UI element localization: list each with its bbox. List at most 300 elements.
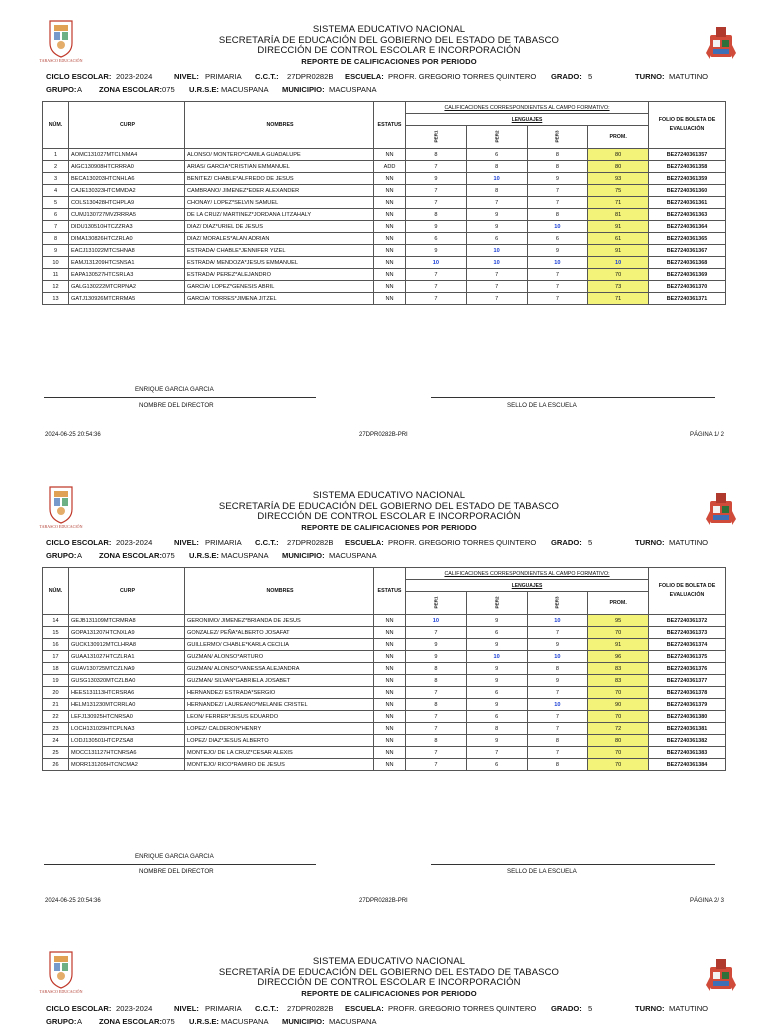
ciclo-label: CICLO ESCOLAR: — [46, 538, 112, 547]
row-folio: BE27240361381 — [649, 723, 726, 735]
grado-label: GRADO: — [551, 1004, 582, 1013]
per2-label: PER2 — [494, 596, 500, 609]
row-grade-per3: 10 — [527, 221, 588, 233]
row-curp: AIGC130908HTCRRRA0 — [69, 161, 185, 173]
row-number: 4 — [43, 185, 69, 197]
campo-header: LENGUAJES — [406, 580, 649, 592]
row-grade-per3: 6 — [527, 233, 588, 245]
row-grade-per3: 7 — [527, 293, 588, 305]
report-title: REPORTE DE CALIFICACIONES POR PERIODO — [301, 522, 477, 532]
table-row — [43, 257, 726, 269]
row-number: 23 — [43, 723, 69, 735]
row-grade-per3: 10 — [527, 615, 588, 627]
row-grade-per3: 8 — [527, 149, 588, 161]
nivel-label: NIVEL: — [174, 538, 199, 547]
row-grade-per2: 9 — [466, 735, 527, 747]
row-number: 7 — [43, 221, 69, 233]
row-status: NN — [374, 687, 406, 699]
row-number: 24 — [43, 735, 69, 747]
row-number: 16 — [43, 639, 69, 651]
cct-label: C.C.T.: — [255, 72, 279, 81]
row-student-name: LEON/ FERRER*JESUS EDUARDO — [185, 711, 374, 723]
row-student-name: ALONSO/ MONTERO*CAMILA GUADALUPE — [185, 149, 374, 161]
row-curp: GEJB131109MTCRMRA8 — [69, 615, 185, 627]
row-grade-per1: 7 — [406, 185, 467, 197]
row-status: NN — [374, 675, 406, 687]
row-curp: GALG130222MTCRPNA2 — [69, 281, 185, 293]
row-grade-per2: 10 — [466, 257, 527, 269]
row-average: 70 — [588, 747, 649, 759]
page-number: PÁGINA 2/ 3 — [690, 898, 725, 904]
row-student-name: ARIAS/ GARCIA*CRISTIAN EMMANUEL — [185, 161, 374, 173]
escuela-label: ESCUELA: — [345, 538, 384, 547]
row-folio: BE27240361373 — [649, 627, 726, 639]
escuela-value: PROFR. GREGORIO TORRES QUINTERO — [388, 538, 537, 547]
row-curp: CAJE130323HTCMMDA2 — [69, 185, 185, 197]
grupo-label: GRUPO: — [46, 551, 77, 560]
row-status: NN — [374, 209, 406, 221]
row-number: 1 — [43, 149, 69, 161]
row-status: NN — [374, 149, 406, 161]
nivel-value: PRIMARIA — [205, 1004, 242, 1013]
row-curp: GATJ130926MTCRRMA5 — [69, 293, 185, 305]
row-student-name: MONTEJO/ RICO*RAMIRO DE JESUS — [185, 759, 374, 771]
row-status: NN — [374, 245, 406, 257]
col-num-header: NÚM. — [43, 102, 69, 149]
nivel-value: PRIMARIA — [205, 538, 242, 547]
row-number: 21 — [43, 699, 69, 711]
row-status: NN — [374, 627, 406, 639]
director-signature-line — [44, 864, 316, 865]
urse-label: U.R.S.E: — [189, 1017, 219, 1026]
row-number: 10 — [43, 257, 69, 269]
row-number: 26 — [43, 759, 69, 771]
col-nombres-header: NOMBRES — [185, 568, 374, 615]
row-grade-per1: 9 — [406, 651, 467, 663]
row-grade-per2: 8 — [466, 161, 527, 173]
row-average: 72 — [588, 723, 649, 735]
row-folio: BE27240361364 — [649, 221, 726, 233]
row-grade-per1: 6 — [406, 233, 467, 245]
per1-label: PER1 — [433, 130, 439, 143]
row-number: 25 — [43, 747, 69, 759]
row-folio: BE27240361360 — [649, 185, 726, 197]
row-curp: DIDU130510HTCZZRA3 — [69, 221, 185, 233]
row-grade-per3: 9 — [527, 173, 588, 185]
row-grade-per1: 7 — [406, 711, 467, 723]
col-folio-header: FOLIO DE BOLETA DE EVALUACIÓN — [649, 102, 726, 149]
row-curp: EAPA130527HTCSRLA3 — [69, 269, 185, 281]
row-grade-per2: 7 — [466, 747, 527, 759]
state-coat-of-arms-icon — [704, 489, 738, 529]
row-curp: COLS130428HTCHPLA9 — [69, 197, 185, 209]
row-number: 2 — [43, 161, 69, 173]
row-grade-per1: 10 — [406, 257, 467, 269]
row-grade-per3: 8 — [527, 161, 588, 173]
director-label: NOMBRE DEL DIRECTOR — [139, 868, 214, 875]
row-grade-per3: 9 — [527, 245, 588, 257]
row-folio: BE27240361374 — [649, 639, 726, 651]
row-status: ADD — [374, 161, 406, 173]
row-grade-per3: 7 — [527, 281, 588, 293]
grado-value: 5 — [588, 1004, 593, 1013]
turno-value: MATUTINO — [669, 72, 709, 81]
row-folio: BE27240361369 — [649, 269, 726, 281]
row-status: NN — [374, 759, 406, 771]
row-grade-per3: 7 — [527, 197, 588, 209]
grades-table-body — [43, 615, 726, 771]
escuela-label: ESCUELA: — [345, 72, 384, 81]
row-student-name: DE LA CRUZ/ MARTINEZ*JORDANA LITZAHALY — [185, 209, 374, 221]
row-average: 81 — [588, 209, 649, 221]
row-status: NN — [374, 269, 406, 281]
row-grade-per1: 7 — [406, 759, 467, 771]
row-average: 93 — [588, 173, 649, 185]
row-number: 19 — [43, 675, 69, 687]
row-curp: EAMJ131209HTCSNSA1 — [69, 257, 185, 269]
row-grade-per3: 10 — [527, 651, 588, 663]
report-header — [150, 957, 628, 999]
row-grade-per1: 7 — [406, 627, 467, 639]
row-curp: GUSG130320MTCZLBA0 — [69, 675, 185, 687]
row-grade-per3: 8 — [527, 663, 588, 675]
row-grade-per2: 6 — [466, 687, 527, 699]
zona-label: ZONA ESCOLAR: — [99, 551, 162, 560]
row-average: 91 — [588, 245, 649, 257]
urse-value: MACUSPANA — [221, 551, 269, 560]
turno-label: TURNO: — [635, 1004, 665, 1013]
row-folio: BE27240361379 — [649, 699, 726, 711]
ciclo-value: 2023-2024 — [116, 538, 153, 547]
row-grade-per1: 7 — [406, 293, 467, 305]
row-curp: AOMC131027MTCLNMA4 — [69, 149, 185, 161]
row-curp: GUAV130725MTCZLNA9 — [69, 663, 185, 675]
row-status: NN — [374, 711, 406, 723]
row-grade-per2: 9 — [466, 675, 527, 687]
col-curp-header: CURP — [69, 568, 185, 615]
row-curp: EACJ131022MTCSHNA8 — [69, 245, 185, 257]
row-curp: MOCC131127HTCNRSA6 — [69, 747, 185, 759]
row-folio: BE27240361361 — [649, 197, 726, 209]
row-grade-per3: 7 — [527, 627, 588, 639]
zona-label: ZONA ESCOLAR: — [99, 1017, 162, 1026]
col-estatus-header: ESTATUS — [374, 568, 406, 615]
row-status: NN — [374, 651, 406, 663]
col-nombres-header: NOMBRES — [185, 102, 374, 149]
row-student-name: BENITEZ/ CHABLE*ALFREDO DE JESUS — [185, 173, 374, 185]
table-row — [43, 197, 726, 209]
row-status: NN — [374, 233, 406, 245]
header-line-2: SECRETARÍA DE EDUCACIÓN DEL GOBIERNO DEL ESTADO DE TABASCO — [218, 500, 560, 512]
header-line-2: SECRETARÍA DE EDUCACIÓN DEL GOBIERNO DEL ESTADO DE TABASCO — [218, 34, 560, 46]
row-average: 91 — [588, 221, 649, 233]
row-student-name: DIAZ/ MORALES*ALAN ADRIAN — [185, 233, 374, 245]
row-grade-per2: 6 — [466, 627, 527, 639]
row-curp: LEFJ130925HTCNRSA0 — [69, 711, 185, 723]
row-grade-per3: 7 — [527, 269, 588, 281]
state-coat-of-arms-icon — [704, 955, 738, 995]
row-grade-per1: 7 — [406, 161, 467, 173]
row-grade-per3: 10 — [527, 257, 588, 269]
cct-value: 27DPR0282B — [287, 538, 334, 547]
row-student-name: MONTEJO/ DE LA CRUZ*CESAR ALEXIS — [185, 747, 374, 759]
row-number: 17 — [43, 651, 69, 663]
campo-header: LENGUAJES — [406, 114, 649, 126]
table-row — [43, 675, 726, 687]
print-timestamp: 2024-06-25 20:54:36 — [45, 432, 101, 438]
row-grade-per2: 7 — [466, 293, 527, 305]
report-code: 27DPR0282B-PRI — [359, 898, 408, 904]
table-row — [43, 245, 726, 257]
escuela-value: PROFR. GREGORIO TORRES QUINTERO — [388, 72, 537, 81]
row-average: 95 — [588, 615, 649, 627]
nivel-label: NIVEL: — [174, 1004, 199, 1013]
row-curp: MORR131205HTCNCMA2 — [69, 759, 185, 771]
row-student-name: GUILLERMO/ CHABLE*KARLA CECILIA — [185, 639, 374, 651]
grupo-value: A — [77, 551, 83, 560]
row-number: 22 — [43, 711, 69, 723]
row-average: 71 — [588, 293, 649, 305]
grado-value: 5 — [588, 538, 593, 547]
row-student-name: DIAZ/ DIAZ*URIEL DE JESUS — [185, 221, 374, 233]
urse-label: U.R.S.E: — [189, 85, 219, 94]
row-status: NN — [374, 281, 406, 293]
row-grade-per2: 7 — [466, 269, 527, 281]
row-status: NN — [374, 639, 406, 651]
row-grade-per2: 9 — [466, 221, 527, 233]
row-student-name: GUZMAN/ SILVAN*GABRIELA JOSABET — [185, 675, 374, 687]
row-folio: BE27240361371 — [649, 293, 726, 305]
municipio-value: MACUSPANA — [329, 1017, 377, 1026]
row-grade-per1: 7 — [406, 281, 467, 293]
row-student-name: GONZALEZ/ PEÑA*ALBERTO JOSAFAT — [185, 627, 374, 639]
row-student-name: LOPEZ/ CALDERON*HENRY — [185, 723, 374, 735]
ciclo-value: 2023-2024 — [116, 72, 153, 81]
row-curp: LOCH131029HTCPLNA3 — [69, 723, 185, 735]
row-grade-per2: 9 — [466, 615, 527, 627]
grupo-label: GRUPO: — [46, 85, 77, 94]
row-student-name: GUZMAN/ ALONSO*VANESSA ALEJANDRA — [185, 663, 374, 675]
turno-value: MATUTINO — [669, 1004, 709, 1013]
row-number: 3 — [43, 173, 69, 185]
row-average: 90 — [588, 699, 649, 711]
row-folio: BE27240361368 — [649, 257, 726, 269]
turno-value: MATUTINO — [669, 538, 709, 547]
row-grade-per2: 9 — [466, 639, 527, 651]
urse-value: MACUSPANA — [221, 85, 269, 94]
row-grade-per3: 8 — [527, 735, 588, 747]
logo-text: TABASCO EDUCACIÓN — [39, 524, 83, 529]
per3-label: PER3 — [554, 130, 560, 143]
row-number: 13 — [43, 293, 69, 305]
row-folio: BE27240361358 — [649, 161, 726, 173]
table-row — [43, 221, 726, 233]
report-title: REPORTE DE CALIFICACIONES POR PERIODO — [301, 988, 477, 998]
row-average: 75 — [588, 185, 649, 197]
escuela-value: PROFR. GREGORIO TORRES QUINTERO — [388, 1004, 537, 1013]
row-grade-per3: 10 — [527, 699, 588, 711]
row-average: 83 — [588, 663, 649, 675]
zona-label: ZONA ESCOLAR: — [99, 85, 162, 94]
row-status: NN — [374, 699, 406, 711]
row-grade-per3: 7 — [527, 723, 588, 735]
row-average: 61 — [588, 233, 649, 245]
row-grade-per2: 10 — [466, 651, 527, 663]
state-coat-of-arms-icon — [704, 23, 738, 63]
row-grade-per3: 9 — [527, 675, 588, 687]
row-folio: BE27240361357 — [649, 149, 726, 161]
row-grade-per3: 7 — [527, 747, 588, 759]
header-line-1: SISTEMA EDUCATIVO NACIONAL — [312, 24, 466, 35]
tabasco-education-logo-icon — [39, 948, 83, 996]
row-average: 73 — [588, 281, 649, 293]
grado-value: 5 — [588, 72, 593, 81]
row-average: 10 — [588, 257, 649, 269]
report-page-3 — [0, 932, 768, 1024]
row-folio: BE27240361376 — [649, 663, 726, 675]
row-curp: CUMJ130727MVZRRRA5 — [69, 209, 185, 221]
row-student-name: GARCIA/ TORRES*JIMENA JITZEL — [185, 293, 374, 305]
row-status: NN — [374, 221, 406, 233]
row-status: NN — [374, 197, 406, 209]
table-row — [43, 687, 726, 699]
row-number: 11 — [43, 269, 69, 281]
per1-label: PER1 — [433, 596, 439, 609]
row-number: 5 — [43, 197, 69, 209]
row-grade-per2: 9 — [466, 663, 527, 675]
row-folio: BE27240361384 — [649, 759, 726, 771]
header-line-2: SECRETARÍA DE EDUCACIÓN DEL GOBIERNO DEL ESTADO DE TABASCO — [218, 966, 560, 978]
row-student-name: ESTRADA/ PEREZ*ALEJANDRO — [185, 269, 374, 281]
logo-text: TABASCO EDUCACIÓN — [39, 58, 83, 63]
row-average: 70 — [588, 759, 649, 771]
grades-table — [42, 101, 726, 305]
header-line-3: DIRECCIÓN DE CONTROL ESCOLAR E INCORPORACIÓN — [257, 45, 521, 56]
row-curp: GOPA131207HTCNXLA9 — [69, 627, 185, 639]
col-per1-header — [406, 592, 467, 615]
row-folio: BE27240361363 — [649, 209, 726, 221]
row-grade-per2: 8 — [466, 185, 527, 197]
row-grade-per3: 8 — [527, 759, 588, 771]
table-row — [43, 735, 726, 747]
row-number: 15 — [43, 627, 69, 639]
cct-label: C.C.T.: — [255, 538, 279, 547]
row-student-name: HERNANDEZ/ LAUREANO*MELANIE CRISTEL — [185, 699, 374, 711]
row-grade-per2: 10 — [466, 245, 527, 257]
escuela-label: ESCUELA: — [345, 1004, 384, 1013]
table-row — [43, 233, 726, 245]
row-student-name: ESTRADA/ MENDOZA*JESUS EMMANUEL — [185, 257, 374, 269]
row-folio: BE27240361382 — [649, 735, 726, 747]
row-curp: DIMA130826HTCZRLA0 — [69, 233, 185, 245]
report-page-1 — [0, 0, 768, 456]
row-grade-per2: 9 — [466, 699, 527, 711]
cct-value: 27DPR0282B — [287, 72, 334, 81]
row-grade-per1: 8 — [406, 675, 467, 687]
grupo-label: GRUPO: — [46, 1017, 77, 1026]
area-header: CALIFICACIONES CORRESPONDIENTES AL CAMPO FORMATIVO: — [406, 102, 649, 114]
row-grade-per3: 7 — [527, 687, 588, 699]
table-row — [43, 759, 726, 771]
table-row — [43, 627, 726, 639]
grupo-value: A — [77, 1017, 83, 1026]
row-grade-per3: 7 — [527, 711, 588, 723]
row-grade-per1: 8 — [406, 209, 467, 221]
row-folio: BE27240361383 — [649, 747, 726, 759]
row-student-name: CHONAY/ LOPEZ*SELVIN SAMUEL — [185, 197, 374, 209]
row-grade-per1: 7 — [406, 687, 467, 699]
col-per1-header — [406, 126, 467, 149]
table-row — [43, 209, 726, 221]
table-row — [43, 723, 726, 735]
urse-label: U.R.S.E: — [189, 551, 219, 560]
report-title: REPORTE DE CALIFICACIONES POR PERIODO — [301, 56, 477, 66]
table-row — [43, 615, 726, 627]
row-folio: BE27240361378 — [649, 687, 726, 699]
report-header — [150, 25, 628, 67]
turno-label: TURNO: — [635, 72, 665, 81]
table-row — [43, 149, 726, 161]
row-folio: BE27240361370 — [649, 281, 726, 293]
print-timestamp: 2024-06-25 20:54:36 — [45, 898, 101, 904]
table-row — [43, 161, 726, 173]
grupo-value: A — [77, 85, 83, 94]
row-status: NN — [374, 185, 406, 197]
row-grade-per1: 8 — [406, 149, 467, 161]
row-grade-per2: 10 — [466, 173, 527, 185]
row-grade-per1: 9 — [406, 639, 467, 651]
row-student-name: GARCIA/ LOPEZ*GENESIS ABRIL — [185, 281, 374, 293]
col-num-header: NÚM. — [43, 568, 69, 615]
table-row — [43, 269, 726, 281]
header-line-1: SISTEMA EDUCATIVO NACIONAL — [312, 956, 466, 967]
zona-value: 075 — [162, 85, 175, 94]
row-status: NN — [374, 257, 406, 269]
table-row — [43, 651, 726, 663]
header-line-3: DIRECCIÓN DE CONTROL ESCOLAR E INCORPORACIÓN — [257, 511, 521, 522]
col-folio-header: FOLIO DE BOLETA DE EVALUACIÓN — [649, 568, 726, 615]
page-number: PÁGINA 1/ 2 — [690, 432, 725, 438]
ciclo-label: CICLO ESCOLAR: — [46, 72, 112, 81]
row-number: 6 — [43, 209, 69, 221]
municipio-label: MUNICIPIO: — [282, 1017, 325, 1026]
director-name: ENRIQUE GARCIA GARCIA — [135, 853, 214, 860]
tabasco-education-logo-icon — [39, 17, 83, 65]
row-grade-per1: 7 — [406, 197, 467, 209]
row-student-name: GUZMAN/ ALONSO*ARTURO — [185, 651, 374, 663]
row-student-name: CAMBRANO/ JIMENEZ*EDER ALEXANDER — [185, 185, 374, 197]
grado-label: GRADO: — [551, 72, 582, 81]
row-folio: BE27240361380 — [649, 711, 726, 723]
grades-table — [42, 567, 726, 771]
col-curp-header: CURP — [69, 102, 185, 149]
table-row — [43, 747, 726, 759]
report-header — [150, 491, 628, 533]
row-status: NN — [374, 663, 406, 675]
row-grade-per1: 9 — [406, 221, 467, 233]
row-status: NN — [374, 173, 406, 185]
row-curp: LODJ130501HTCPZSA8 — [69, 735, 185, 747]
row-average: 70 — [588, 711, 649, 723]
row-average: 70 — [588, 627, 649, 639]
row-grade-per1: 7 — [406, 747, 467, 759]
logo-text: TABASCO EDUCACIÓN — [39, 989, 83, 994]
table-row — [43, 173, 726, 185]
row-average: 80 — [588, 149, 649, 161]
row-grade-per2: 7 — [466, 281, 527, 293]
row-folio: BE27240361359 — [649, 173, 726, 185]
row-grade-per2: 6 — [466, 711, 527, 723]
